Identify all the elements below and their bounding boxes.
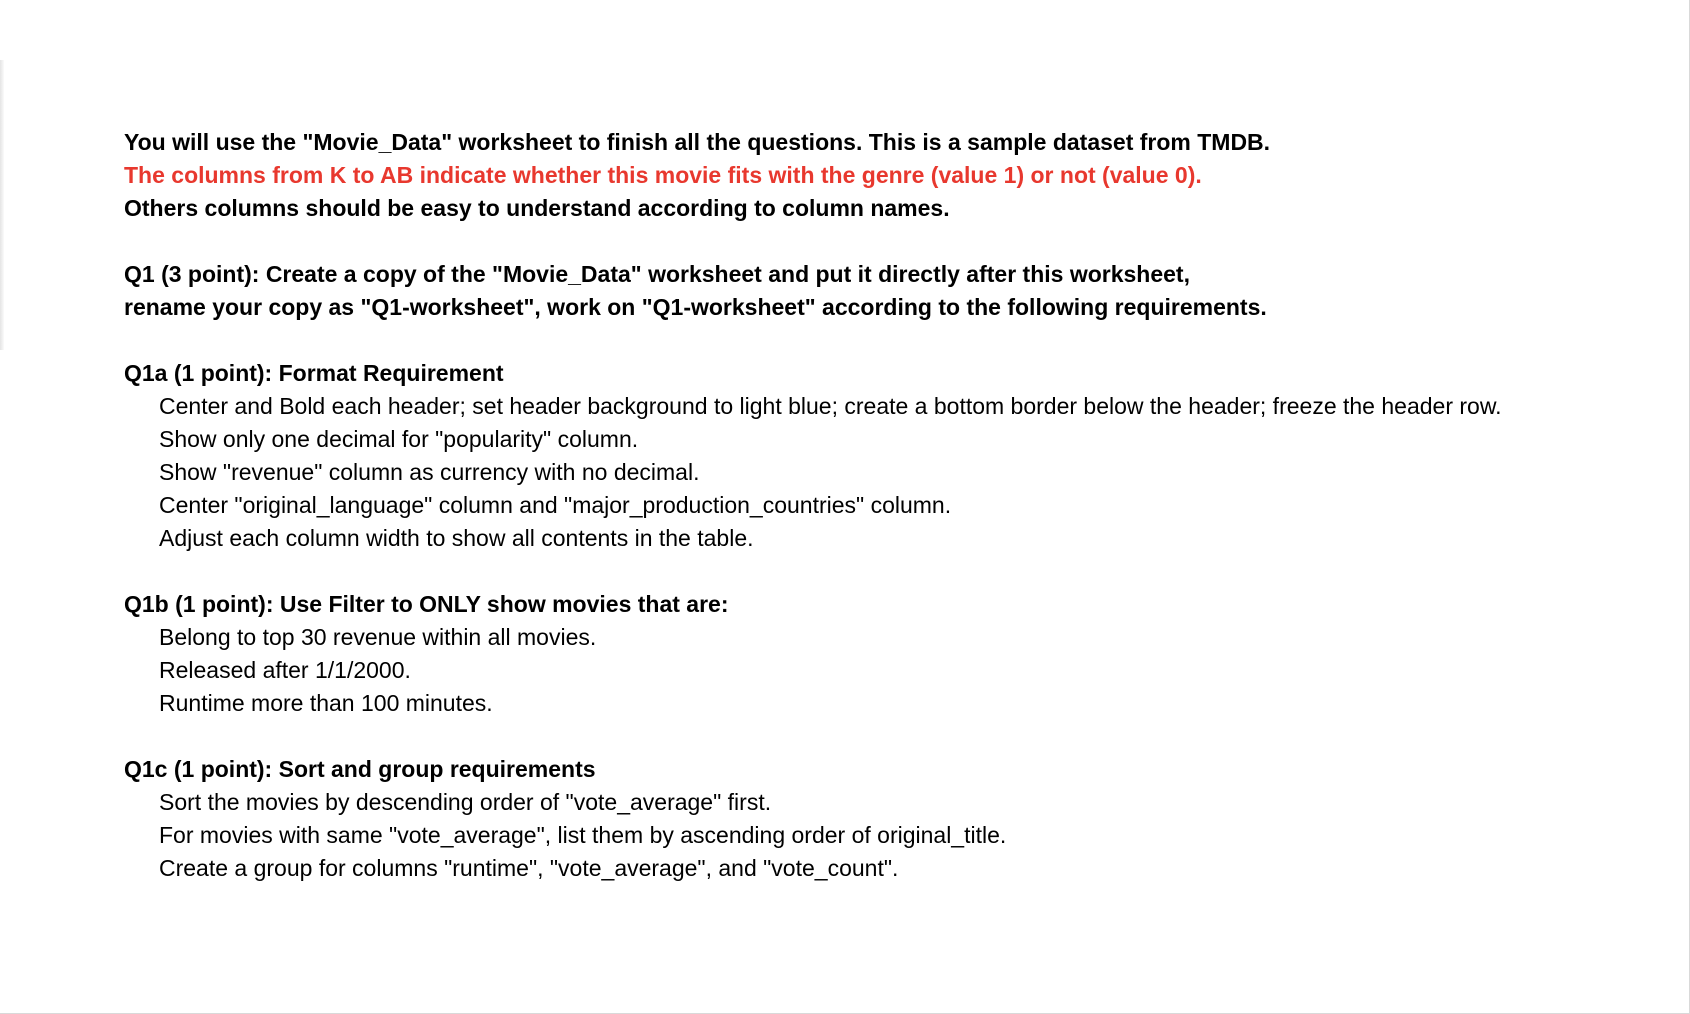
q1-heading-line-1: Q1 (3 point): Create a copy of the "Movie_Data" worksheet and put it directly after this worksheet, xyxy=(124,261,1190,287)
intro-line-2-highlight: The columns from K to AB indicate whether this movie fits with the genre (value 1) or not (value 0). xyxy=(124,162,1202,188)
spacer xyxy=(124,225,1664,258)
q1a-item: Show only one decimal for "popularity" column. xyxy=(159,426,639,452)
q1c-item: For movies with same "vote_average", list them by ascending order of original_title. xyxy=(159,822,1007,848)
spacer xyxy=(124,324,1664,357)
page-edge-shadow xyxy=(0,60,4,350)
q1c-heading: Q1c (1 point): Sort and group requirements xyxy=(124,756,596,782)
q1b-item: Belong to top 30 revenue within all movies. xyxy=(159,624,597,650)
q1a-item: Center and Bold each header; set header background to light blue; create a bottom border below the header; freeze the header row. xyxy=(159,393,1502,419)
intro-line-1: You will use the "Movie_Data" worksheet to finish all the questions. This is a sample dataset from TMDB. xyxy=(124,129,1271,155)
spacer xyxy=(124,555,1664,588)
q1a-item: Center "original_language" column and "major_production_countries" column. xyxy=(159,492,952,518)
q1c-item: Sort the movies by descending order of "vote_average" first. xyxy=(159,789,772,815)
intro-line-3: Others columns should be easy to understand according to column names. xyxy=(124,195,950,221)
q1c-item: Create a group for columns "runtime", "vote_average", and "vote_count". xyxy=(159,855,899,881)
spacer xyxy=(124,720,1664,753)
q1-heading-line-2: rename your copy as "Q1-worksheet", work on "Q1-worksheet" according to the following requirements. xyxy=(124,294,1267,320)
q1b-item: Runtime more than 100 minutes. xyxy=(159,690,493,716)
q1b-item: Released after 1/1/2000. xyxy=(159,657,411,683)
q1b-heading: Q1b (1 point): Use Filter to ONLY show movies that are: xyxy=(124,591,729,617)
q1a-item: Show "revenue" column as currency with no decimal. xyxy=(159,459,700,485)
document-content xyxy=(124,126,1664,885)
q1a-heading: Q1a (1 point): Format Requirement xyxy=(124,360,504,386)
q1a-item: Adjust each column width to show all contents in the table. xyxy=(159,525,754,551)
